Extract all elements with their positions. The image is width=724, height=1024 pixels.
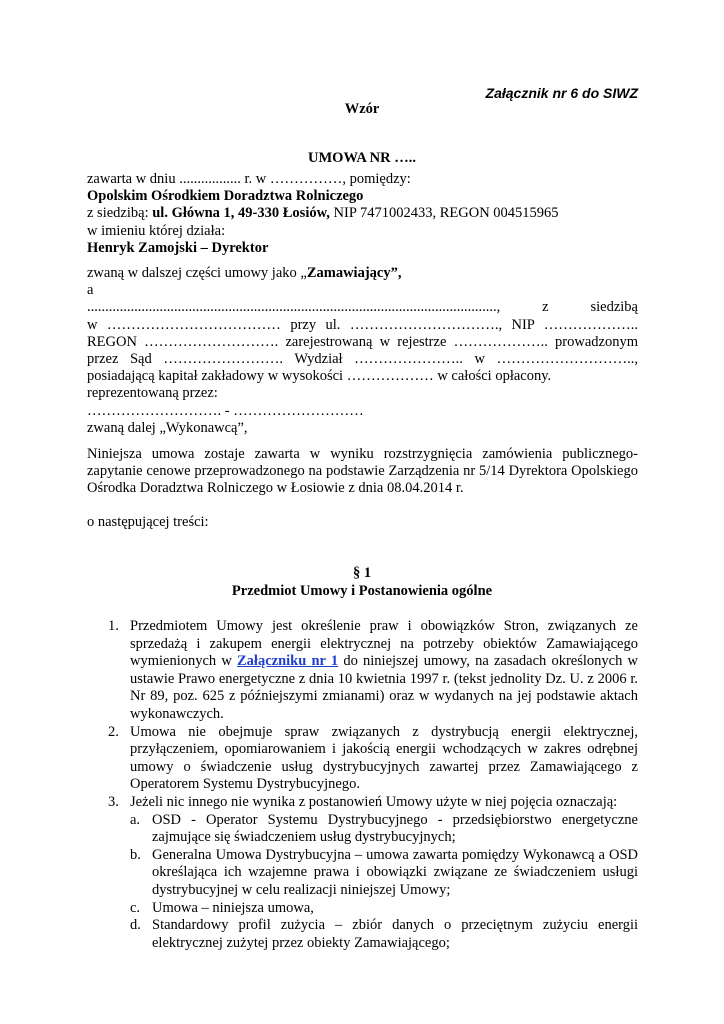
basis-paragraph: Niniejsza umowa zostaje zawarta w wyniku rozstrzygnięcia zamówienia publicznego- zapytanie cenowe przeprowadzonego na podstawie Zarządzenia nr 5/14 Dyrektora Opolskiego Ośrodka Doradztwa Rolniczego w Łosiowie z dnia 08.04.2014 r. — [87, 446, 638, 497]
contractor-line-4: przez Sąd ……………………. Wydział ………………….. w ……………………….., — [87, 351, 638, 368]
list-item — [87, 618, 638, 724]
definition-text: OSD - Operator Systemu Dystrybucyjnego - przedsiębiorstwo energetyczne zajmujące się świadczeniem usług dystrybucyjnych; — [152, 811, 638, 846]
section-title: Przedmiot Umowy i Postanowienia ogólne — [231, 583, 493, 599]
following-line: o następującej treści: — [87, 514, 209, 530]
and-line: a — [87, 282, 94, 299]
item-text: Umowa nie obejmuje spraw związanych z dystrybucją energii elektrycznej, przyłączeniem, opomiarowaniem i jakością energii wchodzących w zakres odrębnej umowy o świadczenie usług dystrybucyjnych zawartej przez Zamawiającego z Operatorem Systemu Dystrybucyjnego. — [130, 723, 638, 793]
section-number: § 1 — [352, 565, 372, 581]
item-number: 3. — [108, 793, 119, 810]
item-number: 1. — [108, 618, 119, 634]
definition-text: Generalna Umowa Dystrybucyjna – umowa zawarta pomiędzy Wykonawcą a OSD określająca ich wzajemne prawa i obowiązki związane ze świadczeniem usługi dystrybucyjnej w celu realizacji niniejszej Umowy; — [152, 846, 638, 898]
on-behalf-line: w imieniu której działa: — [87, 222, 226, 239]
intro-line: zawarta w dniu ................. r. w ……………, pomiędzy: — [87, 171, 411, 187]
orderer-called — [87, 265, 638, 282]
definition-item — [130, 847, 638, 900]
item-letter: b. — [130, 846, 141, 863]
definition-text: Umowa – niniejsza umowa, — [152, 899, 314, 916]
definition-item — [130, 900, 638, 918]
annex-1-link[interactable]: Załączniku nr 1 — [237, 653, 339, 670]
section-items — [87, 618, 638, 952]
contractor-line-3: REGON ………………………. zarejestrowaną w rejestrze ……………….. prowadzonym — [87, 333, 638, 350]
contractor-line-1: ................................................................................................................., z siedzibą — [87, 299, 638, 316]
contractor-line-2: w ……………………………… przy ul. …………………………., NIP ……………….. — [87, 316, 638, 333]
item-text: Jeżeli nic innego nie wynika z postanowień Umowy użyte w niej pojęcia oznaczają: — [130, 793, 618, 810]
list-item — [87, 724, 638, 794]
item-text: Przedmiotem Umowy jest określenie praw i obowiązków Stron, związanych ze sprzedażą i zakupem energii elektrycznej na potrzeby obiektów Zamawiającego wymienionych w — [130, 618, 638, 670]
seat-address: ul. Główna 1, 49-330 Łosiów, — [152, 205, 330, 222]
called-name: Zamawiający — [306, 265, 391, 281]
seat-prefix: z siedzibą: — [87, 205, 153, 222]
director-line: Henryk Zamojski – Dyrektor — [87, 239, 269, 256]
item-letter: c. — [130, 899, 141, 916]
definitions-list — [130, 812, 638, 953]
called-suffix: ”, — [390, 265, 402, 281]
contractor-block — [87, 265, 638, 437]
contractor-called: zwaną dalej „Wykonawcą”, — [87, 419, 248, 436]
item-number: 2. — [108, 723, 119, 740]
orderer-seat — [87, 205, 638, 222]
seat-ids: NIP 7471002433, REGON 004515965 — [329, 205, 559, 222]
definition-item — [130, 917, 638, 952]
definition-text: Standardowy profil zużycia – zbiór danych o przeciętnym zużyciu energii elektrycznej zużytej przez obiekty Zamawiającego; — [152, 917, 638, 951]
definition-item — [130, 812, 638, 847]
list-item — [87, 794, 638, 952]
represented-line: reprezentowaną przez: — [87, 385, 218, 402]
parties-block — [87, 171, 638, 257]
orderer-name: Opolskim Ośrodkiem Doradztwa Rolniczego — [87, 188, 364, 205]
representatives-line: ………………………. - ……………………… — [87, 402, 364, 419]
called-prefix: zwaną w dalszej części umowy jako „ — [87, 265, 307, 281]
pattern-label: Wzór — [344, 101, 380, 117]
annex-label: Załącznik nr 6 do SIWZ — [485, 85, 638, 101]
contract-title: UMOWA NR ….. — [308, 150, 416, 166]
item-letter: a. — [130, 811, 141, 828]
capital-line: posiadającą kapitał zakładowy w wysokości ……………… w całości opłacony. — [87, 368, 552, 385]
item-letter: d. — [130, 917, 141, 934]
item-text: do niniejszej umowy, na zasadach określonych w ustawie Prawo energetyczne z dnia 10 kwietnia 1997 r. (tekst jednolity Dz. U. z 2006 r. Nr 89, poz. 625 z późniejszymi zmianami) oraz w wydanych na jej podstawie aktach wykonawczych. — [130, 653, 638, 722]
